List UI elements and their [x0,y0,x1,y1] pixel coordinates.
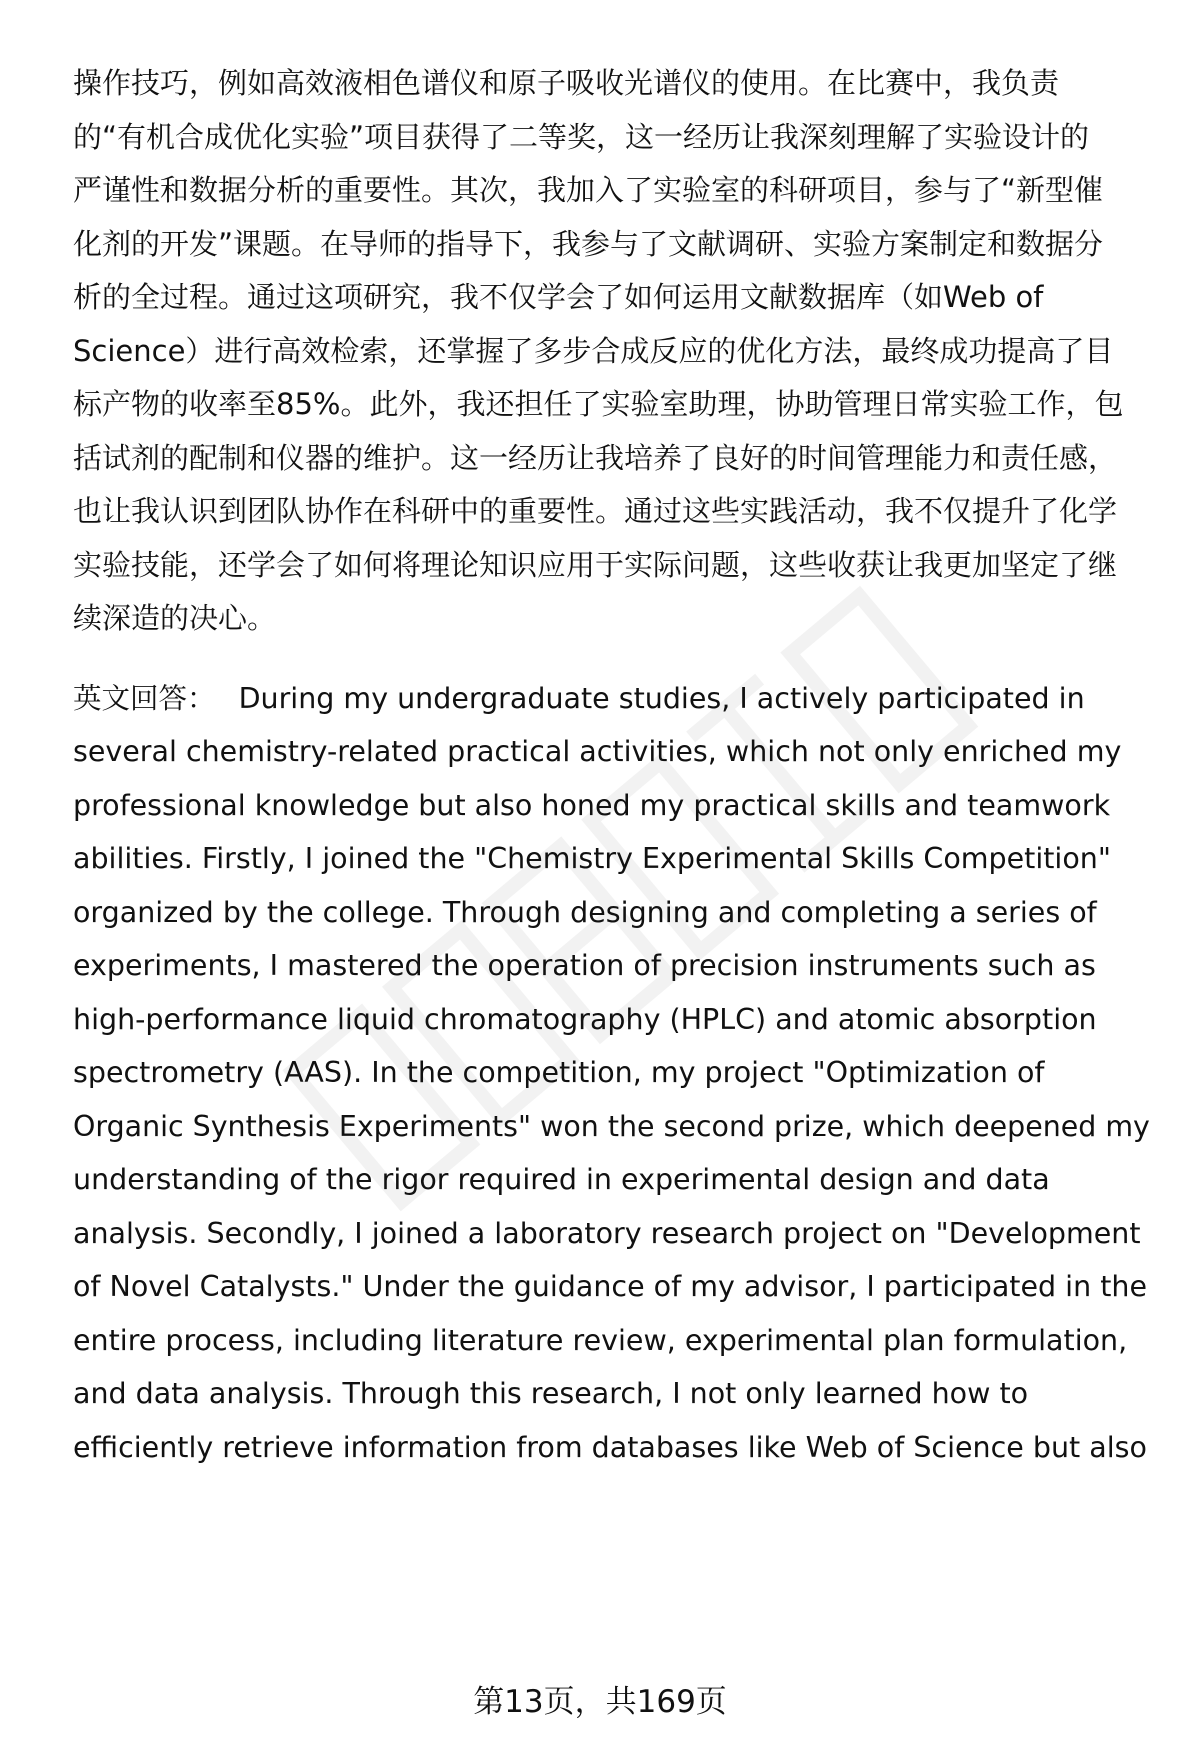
chinese-text-line: 化剂的开发”课题。在导师的指导下，我参与了文献调研、实验方案制定和数据分 [73,227,1104,261]
chinese-text-line: 括试剂的配制和仪器的维护。这一经历让我培养了良好的时间管理能力和责任感， [73,441,1118,475]
english-text-line: of Novel Catalysts." Under the guidance of my advisor, I participated in the [73,1270,1147,1303]
english-text-line: During my undergraduate studies, I actively participated in [238,682,1085,715]
english-text-line: spectrometry (AAS). In the competition, my project "Optimization of [73,1056,1045,1089]
chinese-text-line: Science）进行高效检索，还掌握了多步合成反应的优化方法，最终成功提高了目 [73,334,1114,368]
chinese-text-line: 析的全过程。通过这项研究，我不仅学会了如何运用文献数据库（如Web of [73,280,1044,314]
chinese-text-line: 操作技巧，例如高效液相色谱仪和原子吸收光谱仪的使用。在比赛中，我负责 [73,66,1060,100]
english-text-line: organized by the college. Through designing and completing a series of [73,896,1097,929]
english-text-line: and data analysis. Through this research, I not only learned how to [73,1377,1029,1410]
chinese-text-line: 严谨性和数据分析的重要性。其次，我加入了实验室的科研项目，参与了“新型催 [73,173,1104,207]
english-text-line: analysis. Secondly, I joined a laboratory research project on "Development [73,1217,1141,1250]
english-text-line: several chemistry-related practical activities, which not only enriched my [73,735,1122,768]
english-text-line: Organic Synthesis Experiments" won the second prize, which deepened my [73,1110,1150,1143]
english-text-line: entire process, including literature review, experimental plan formulation, [73,1324,1128,1357]
english-answer-first-line [73,679,1085,719]
chinese-text-line: 实验技能，还学会了如何将理论知识应用于实际问题，这些收获让我更加坚定了继 [73,548,1118,582]
english-text-line: abilities. Firstly, I joined the "Chemistry Experimental Skills Competition" [73,842,1111,875]
english-text-line: experiments, I mastered the operation of precision instruments such as [73,949,1096,982]
english-text-line: efficiently retrieve information from databases like Web of Science but also [73,1431,1147,1464]
chinese-text-line: 也让我认识到团队协作在科研中的重要性。通过这些实践活动，我不仅提升了化学 [73,494,1118,528]
chinese-text-line: 的“有机合成优化实验”项目获得了二等奖，这一经历让我深刻理解了实验设计的 [73,120,1090,154]
chinese-text-line: 标产物的收率至85%。此外，我还担任了实验室助理，协助管理日常实验工作，包 [73,387,1124,421]
page-number-footer: 第13页，共169页 [473,1684,727,1720]
english-text-line: high-performance liquid chromatography (HPLC) and atomic absorption [73,1003,1097,1036]
english-text-line: professional knowledge but also honed my practical skills and teamwork [73,789,1111,822]
english-text-line: understanding of the rigor required in experimental design and data [73,1163,1050,1196]
english-answer-label: 英文回答： [73,682,216,715]
chinese-text-line: 续深造的决心。 [73,601,277,635]
